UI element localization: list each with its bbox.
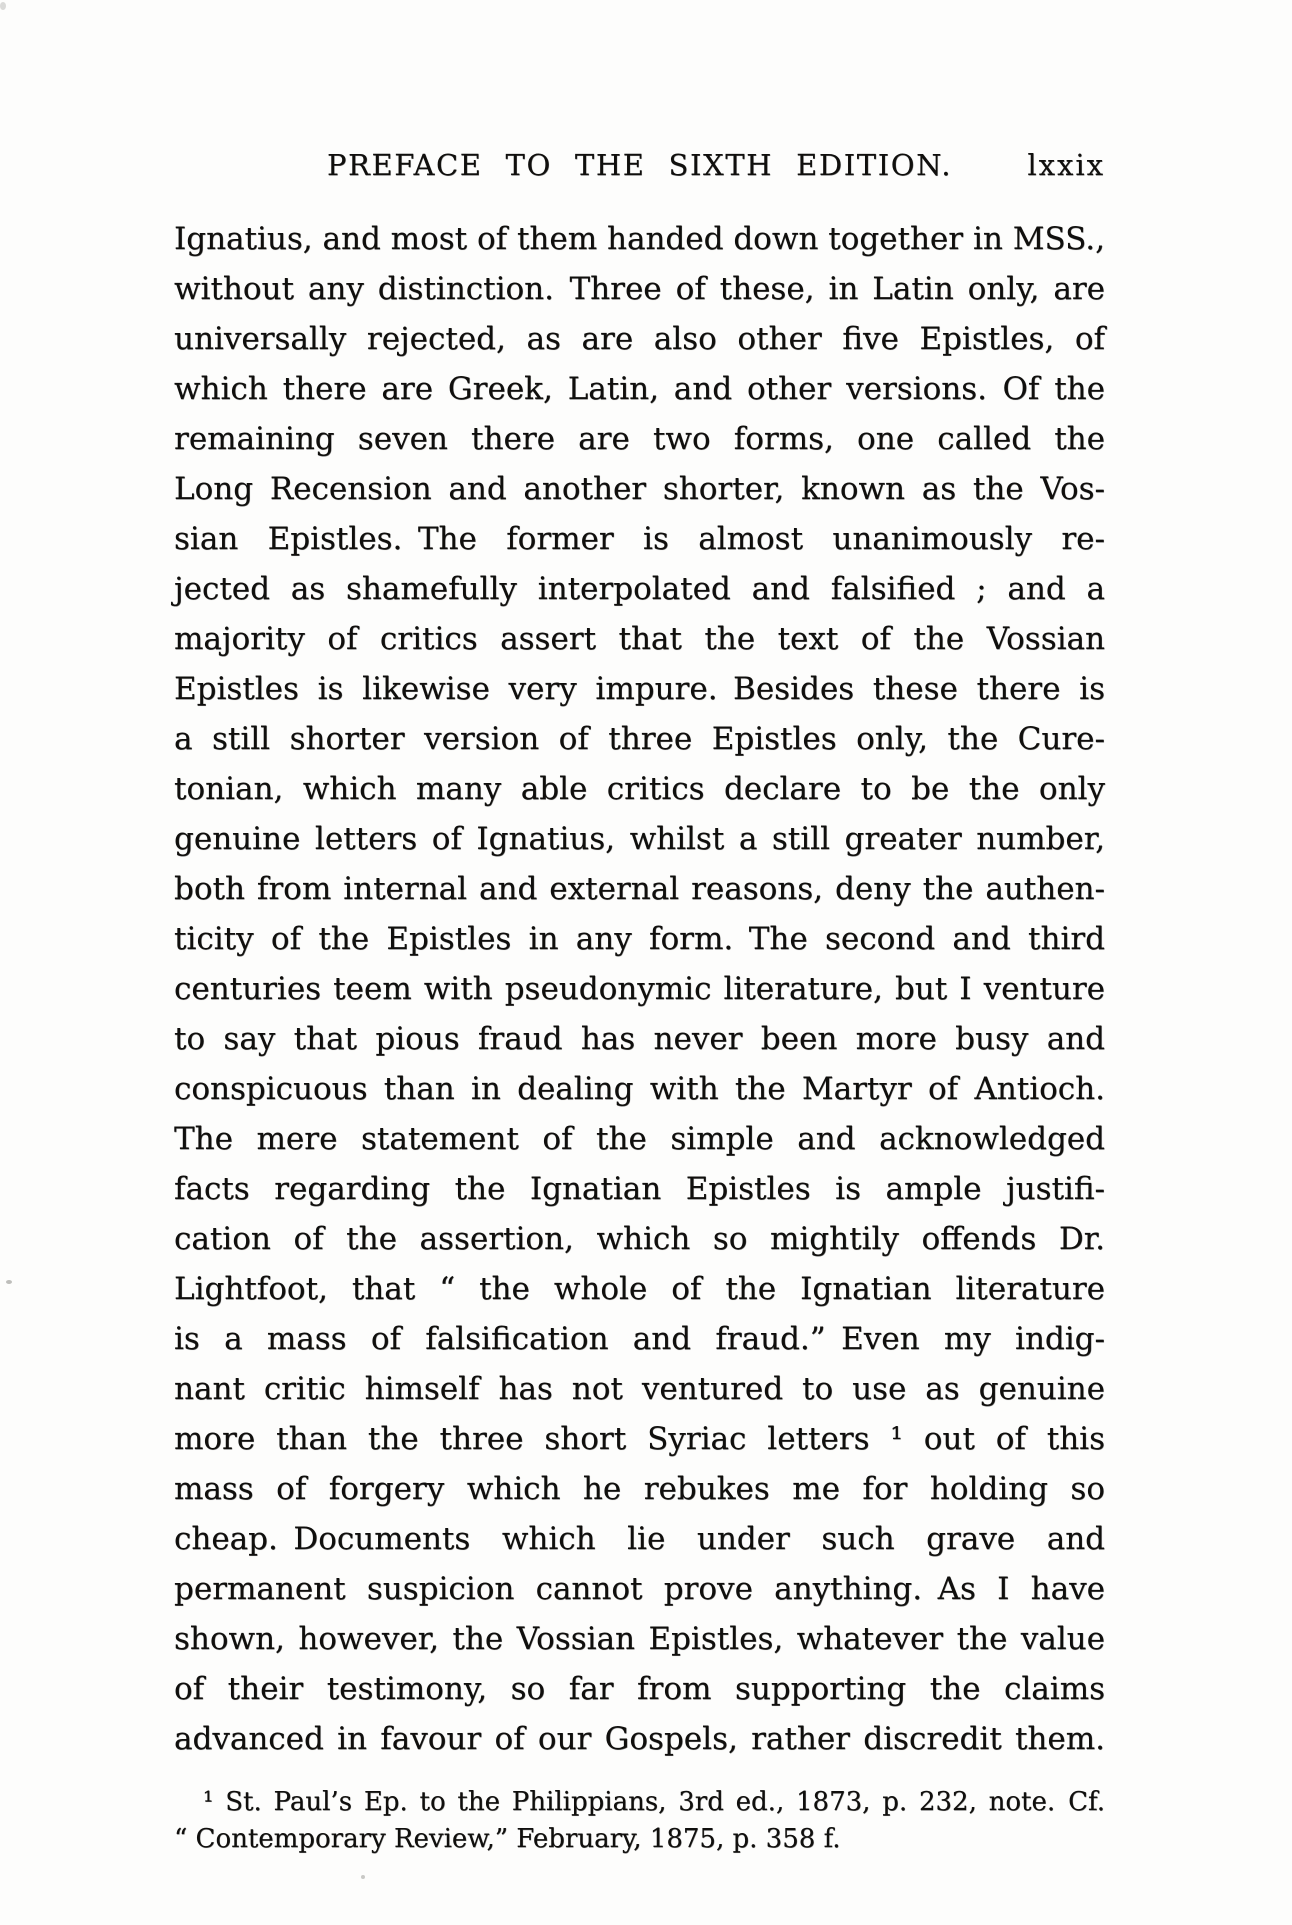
body-line: to say that pious fraud has never been more busy and [174,1021,1105,1057]
body-text [174,214,1105,1764]
body-line: a still shorter version of three Epistles only, the Cure- [174,721,1105,757]
scan-speck [361,1875,365,1879]
body-line: Lightfoot, that “ the whole of the Ignatian literature [174,1271,1105,1307]
body-line: genuine letters of Ignatius, whilst a still greater number, [174,821,1105,857]
body-line: remaining seven there are two forms, one called the [174,421,1105,457]
body-line: majority of critics assert that the text of the Vossian [174,621,1105,657]
body-line: ticity of the Epistles in any form. The second and third [174,921,1105,957]
footnote [174,1784,1105,1858]
body-line: Long Recension and another shorter, known as the Vos- [174,471,1105,507]
page-title: PREFACE TO THE SIXTH EDITION. [326,148,953,182]
scan-speck [0,2,6,10]
body-line: of their testimony, so far from supporting the claims [174,1671,1105,1707]
body-line: Ignatius, and most of them handed down together in MSS., [174,221,1105,257]
body-line: tonian, which many able critics declare to be the only [174,771,1105,807]
body-line: nant critic himself has not ventured to use as genuine [174,1371,1105,1407]
body-line: facts regarding the Ignatian Epistles is ample justifi- [174,1171,1105,1207]
body-line: more than the three short Syriac letters ¹ out of this [174,1421,1105,1457]
body-line: Epistles is likewise very impure. Besides these there is [174,671,1105,707]
page-header [174,150,1105,182]
body-line: cheap. Documents which lie under such grave and [174,1521,1105,1557]
footnote-line: ¹ St. Paul’s Ep. to the Philippians, 3rd ed., 1873, p. 232, note. Cf. [203,1787,1105,1817]
body-line: is a mass of falsification and fraud.” Even my indig- [174,1321,1105,1357]
body-line: permanent suspicion cannot prove anything. As I have [174,1571,1105,1607]
page-number: lxxix [1027,148,1105,182]
body-line: centuries teem with pseudonymic literature, but I venture [174,971,1105,1007]
body-line: which there are Greek, Latin, and other versions. Of the [174,371,1105,407]
body-line: both from internal and external reasons, deny the authen- [174,871,1105,907]
footnote-line: “ Contemporary Review,” February, 1875, p. 358 f. [174,1824,841,1854]
body-line: sian Epistles. The former is almost unanimously re- [174,521,1105,557]
body-line: advanced in favour of our Gospels, rather discredit them. [174,1721,1105,1757]
body-line: The mere statement of the simple and acknowledged [174,1121,1105,1157]
body-line: jected as shamefully interpolated and falsified ; and a [174,571,1105,607]
scan-speck [6,1280,12,1284]
body-line: universally rejected, as are also other five Epistles, of [174,321,1105,357]
body-line: shown, however, the Vossian Epistles, whatever the value [174,1621,1105,1657]
body-line: without any distinction. Three of these, in Latin only, are [174,271,1105,307]
body-line: mass of forgery which he rebukes me for holding so [174,1471,1105,1507]
body-line: conspicuous than in dealing with the Martyr of Antioch. [174,1071,1105,1107]
body-line: cation of the assertion, which so mightily offends Dr. [174,1221,1105,1257]
